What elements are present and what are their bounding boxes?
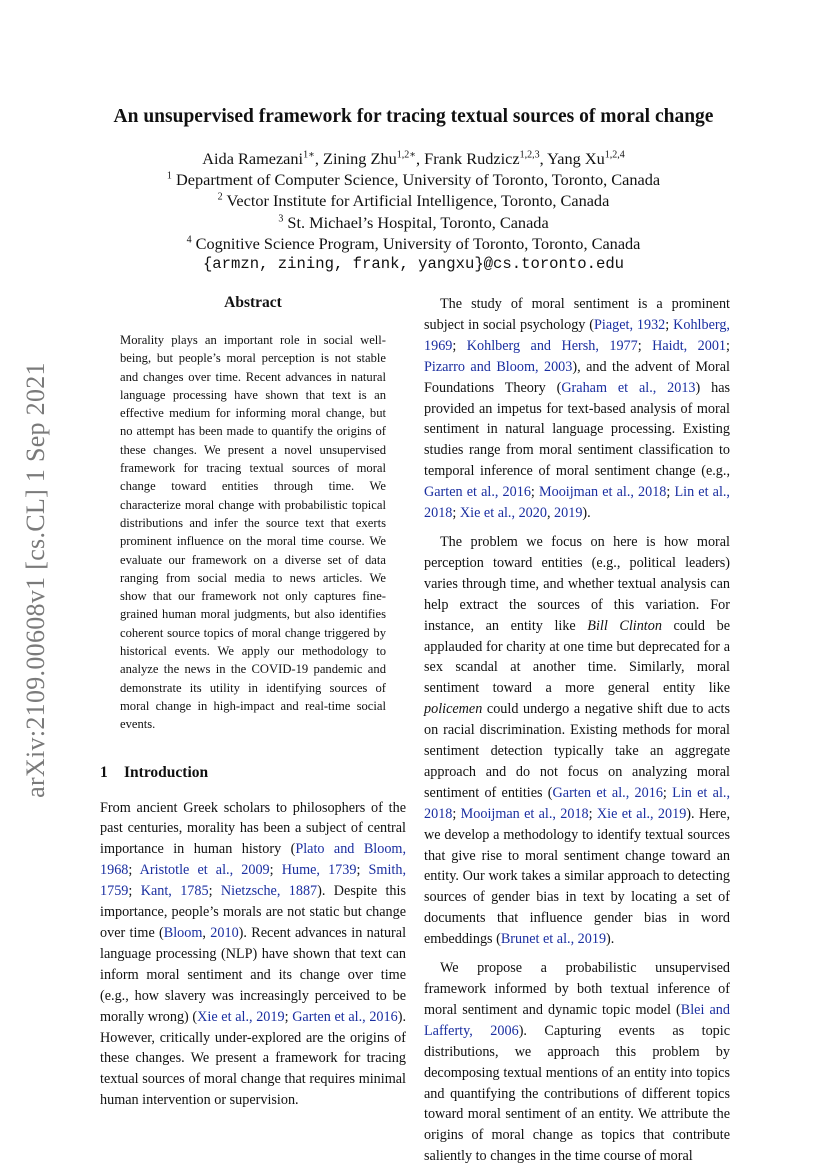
affiliation-marker: 4: [186, 234, 192, 246]
citation-text: Kohlberg and Hersh, 1977: [466, 337, 638, 354]
body-text: ). Recent advances in natural language processing (NLP) have shown that text can inform moral sentiment and its change over time (e.g., how slavery was increasingly perceived to be morally wrong) (: [100, 924, 407, 1025]
citation-text: Smith, 1759: [100, 862, 406, 900]
author-name: Frank Rudzicz: [424, 149, 520, 168]
body-text: ;: [128, 883, 141, 900]
intro-body-right: [424, 294, 730, 1167]
abstract-text: Morality plays an important role in social well-being, but people’s moral perception is not stable and changes over time. Recent advances in natural language processing have shown that text is an effective medium for informing moral change, but no attempt has been made to quantify the origins of these changes. We present a novel unsupervised framework for tracing textual sources of moral change toward entities through time. We characterize moral change with probabilistic topical distributions and infer the source text that exerts prominent influence on the moral time course. We evaluate our framework on a diverse set of data ranging from social media to news articles. We show that our framework not only captures fine-grained human moral judgments, but also identifies coherent source topics of moral change triggered by historical events. We apply our methodology to analyze the news in the COVID-19 pandemic and demonstrate its utility in identifying sources of moral change in high-impact and real-time social events.: [120, 333, 386, 732]
citation-text: Xie et al., 2019: [596, 805, 687, 822]
author-list: [80, 148, 747, 169]
author-affiliation-marker: 1,2,3: [519, 149, 540, 161]
body-text: ;: [637, 337, 653, 354]
citation-text: Hume, 1739: [281, 862, 357, 879]
affiliation-marker: 2: [217, 191, 223, 203]
body-text: The problem we focus on here is how moral perception toward entities (e.g., political leaders) varies through time, and whether textual analysis can help extract the sources of this variation. For instance, an entity like: [424, 533, 730, 634]
body-paragraph: [424, 532, 730, 950]
author-separator: ,: [539, 149, 548, 168]
arxiv-identifier-sidebar: [16, 300, 56, 860]
body-text: ), and the advent of Moral Foundations Theory (: [424, 358, 730, 396]
left-column: [100, 294, 406, 1111]
affiliation-line: [80, 190, 747, 211]
citation-text: Blei and Lafferty, 2006: [424, 1001, 730, 1039]
body-text: ;: [530, 484, 539, 501]
author-affiliation-marker: 1,2,4: [604, 149, 625, 161]
affiliation-text: St. Michael’s Hospital, Toronto, Canada: [283, 212, 549, 232]
body-text: We propose a probabilistic unsupervised framework informed by both textual inference of moral sentiment and dynamic topic model (: [424, 960, 730, 1018]
citation-text: Lin et al., 2018: [424, 784, 730, 822]
body-paragraph: [424, 294, 730, 524]
body-text: ). Despite this importance, people’s morals are not static but change over time (: [100, 883, 406, 941]
citation-text: Garten et al., 2016: [552, 784, 663, 801]
emphasized-text: Bill Clinton: [587, 617, 662, 634]
body-text: ).: [606, 931, 615, 948]
citation-text: Pizarro and Bloom, 2003: [424, 358, 573, 375]
author-name: Yang Xu: [547, 149, 605, 168]
body-text: The study of moral sentiment is a prominent subject in social psychology (: [424, 296, 730, 333]
affiliation-marker: 3: [278, 213, 284, 225]
citation-text: Lin et al., 2018: [424, 484, 730, 522]
affiliation-text: Department of Computer Science, University of Toronto, Toronto, Canada: [171, 170, 661, 190]
author-separator: ,: [314, 149, 324, 168]
section-heading-introduction: [100, 764, 406, 782]
affiliation-marker: 1: [166, 170, 172, 182]
body-text: ;: [452, 805, 461, 822]
body-text: ). Capturing events as topic distributions, we approach this problem by decomposing textual mentions of an entity into topics and quantifying the contributions of different topics toward moral sentiment of an entity. We attribute the origins of moral change as topics that contribute saliently to changes in the time course of moral: [424, 1022, 730, 1165]
body-text: ;: [208, 883, 221, 900]
body-text: ,: [202, 924, 211, 941]
abstract-heading: Abstract: [224, 294, 282, 311]
affiliation-list: [80, 169, 747, 254]
citation-text: Mooijman et al., 2018: [538, 484, 667, 501]
body-text: ;: [452, 505, 460, 522]
body-text: ). However, critically under-explored are the origins of these changes. We present a framework for tracing textual sources of moral change that requires minimal human intervention or supervision.: [100, 1008, 406, 1109]
body-text: ;: [666, 484, 675, 501]
body-text: ;: [726, 337, 730, 354]
citation-text: Garten et al., 2016: [424, 484, 531, 501]
body-paragraph: [424, 958, 730, 1167]
citation-text: Aristotle et al., 2009: [139, 862, 270, 879]
body-text: ;: [452, 337, 467, 354]
citation-text: Haidt, 2001: [652, 337, 727, 354]
section-title: Introduction: [124, 763, 209, 781]
right-column: [424, 294, 730, 1167]
author-name: Aida Ramezani: [202, 149, 304, 168]
body-text: ;: [662, 784, 673, 801]
citation-text: 2019: [554, 505, 583, 522]
body-text: could be applauded for charity at one time but deprecated for a sex scandal at another time. Similarly, moral sentiment toward a more general entity like: [424, 617, 730, 697]
citation-text: Bloom: [163, 924, 203, 941]
section-number: 1: [100, 763, 108, 781]
citation-text: Nietzsche, 1887: [220, 883, 318, 900]
paper-title: An unsupervised framework for tracing textual sources of moral change: [113, 106, 714, 127]
citation-text: Mooijman et al., 2018: [460, 805, 589, 822]
citation-text: Xie et al., 2020: [459, 505, 547, 522]
citation-text: Kohlberg, 1969: [424, 316, 730, 354]
affiliation-text: Vector Institute for Artificial Intelligence, Toronto, Canada: [222, 191, 610, 211]
body-text: ;: [665, 316, 674, 333]
citation-text: Kant, 1785: [140, 883, 209, 900]
affiliation-line: [80, 212, 747, 233]
arxiv-identifier-text: arXiv:2109.00608v1 [cs.CL] 1 Sep 2021: [21, 362, 50, 798]
citation-text: Garten et al., 2016: [292, 1008, 398, 1025]
body-text: ;: [128, 862, 140, 879]
body-text: ). Here, we develop a methodology to identify textual sources that give rise to moral sentiment change toward an entity. Our work takes a similar approach to detecting sources of gender bias in text by locating a set of documents that influence gender bias in word embeddings (: [424, 805, 730, 948]
body-text: could undergo a negative shift due to acts on racial discrimination. Existing methods for moral sentiment detection typically take an aggregate approach and do not focus on analyzing moral sentiment of entities (: [424, 701, 730, 801]
affiliation-text: Cognitive Science Program, University of Toronto, Toronto, Canada: [191, 233, 641, 253]
body-text: From ancient Greek scholars to philosophers of the past centuries, morality has been a subject of central importance in human history (: [100, 799, 406, 858]
emphasized-text: policemen: [424, 701, 483, 718]
author-name: Zining Zhu: [323, 149, 397, 168]
citation-text: Brunet et al., 2019: [500, 931, 607, 948]
body-text: ;: [284, 1008, 293, 1025]
citation-text: Xie et al., 2019: [197, 1008, 285, 1025]
affiliation-line: [80, 169, 747, 190]
body-text: ;: [269, 862, 282, 879]
citation-text: Graham et al., 2013: [561, 379, 696, 396]
citation-text: 2010: [210, 924, 239, 941]
body-text: ;: [588, 805, 597, 822]
body-text: ) has provided an impetus for text-based analysis of moral sentiment in natural language processing. Existing studies range from moral sentiment classification to temporal inference of moral sentiment change (e.g.,: [424, 379, 731, 480]
body-text: ,: [546, 505, 555, 522]
intro-body-left: [100, 798, 406, 1112]
body-text: ;: [356, 862, 369, 879]
author-affiliation-marker: 1,2∗: [396, 149, 417, 161]
author-email: {armzn, zining, frank, yangxu}@cs.toronto.edu: [202, 255, 625, 274]
affiliation-line: [80, 233, 747, 254]
body-paragraph: [100, 798, 406, 1112]
body-text: ).: [582, 505, 591, 522]
citation-text: Piaget, 1932: [594, 316, 666, 333]
author-separator: ,: [416, 149, 425, 168]
citation-text: Plato and Bloom, 1968: [100, 841, 406, 879]
author-block: [80, 148, 747, 275]
author-affiliation-marker: 1∗: [303, 149, 315, 161]
